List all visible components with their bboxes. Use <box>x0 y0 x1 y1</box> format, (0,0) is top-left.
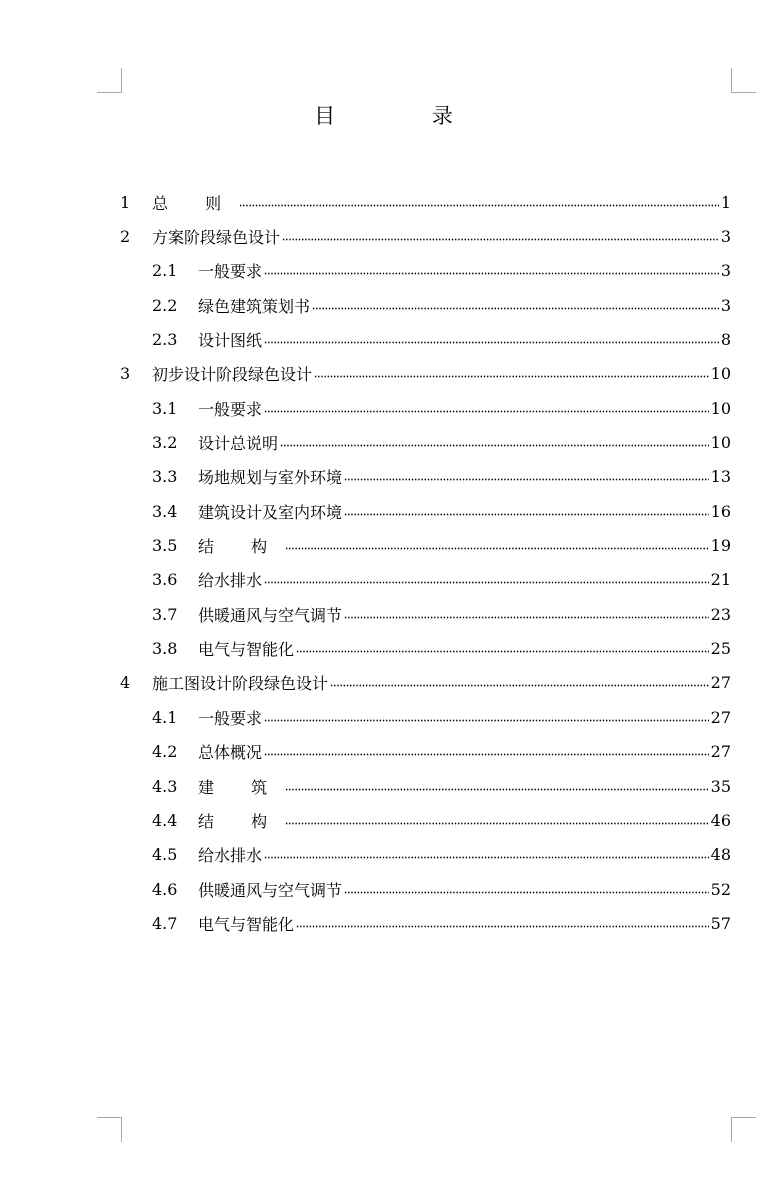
toc-entry-label: 方案阶段绿色设计 <box>152 228 281 248</box>
toc-entry-page: 16 <box>710 501 731 521</box>
toc-entry-page: 8 <box>720 330 731 350</box>
toc-entry-number: 4 <box>120 673 131 693</box>
crop-mark-top-left <box>97 68 122 93</box>
toc-entry-number: 3.1 <box>152 398 178 418</box>
toc-entry-label: 建筑设计及室内环境 <box>198 502 343 522</box>
toc-entry-label: 一般要求 <box>198 399 263 419</box>
toc-entry-label: 一般要求 <box>198 262 263 282</box>
toc-entry[interactable] <box>120 838 731 872</box>
toc-entry-number: 3.6 <box>152 570 178 590</box>
toc-entry[interactable] <box>120 185 731 219</box>
toc-entry[interactable] <box>120 872 731 906</box>
toc-entry-label: 给水排水 <box>198 571 263 591</box>
toc-leader-dots <box>314 371 709 383</box>
toc-entry[interactable] <box>120 254 731 288</box>
toc-entry[interactable] <box>120 769 731 803</box>
toc-entry-number: 4.6 <box>152 879 178 899</box>
toc-entry-page: 19 <box>710 536 731 556</box>
toc-entry-label: 建 筑 <box>198 777 284 797</box>
toc-entry-page: 27 <box>710 742 731 762</box>
toc-entry-label: 电气与智能化 <box>198 640 295 660</box>
toc-leader-dots <box>280 440 709 452</box>
toc-entry-label: 供暖通风与空气调节 <box>198 880 343 900</box>
toc-entry-label: 初步设计阶段绿色设计 <box>152 365 313 385</box>
toc-entry-page: 13 <box>710 467 731 487</box>
toc-entry-label: 施工图设计阶段绿色设计 <box>152 674 329 694</box>
toc-entry-number: 3.8 <box>152 639 178 659</box>
toc-title: 目 录 <box>314 104 498 128</box>
toc-entry[interactable] <box>120 906 731 940</box>
toc-leader-dots <box>264 577 709 589</box>
toc-entry-page: 48 <box>710 845 731 865</box>
toc-entry[interactable] <box>120 494 731 528</box>
toc-entry-number: 3.5 <box>152 536 178 556</box>
toc-leader-dots <box>285 543 709 555</box>
toc-leader-dots <box>330 680 709 692</box>
toc-leader-dots <box>296 646 709 658</box>
toc-leader-dots <box>285 817 709 829</box>
toc-entry-number: 3.3 <box>152 467 178 487</box>
toc-entry-number: 4.4 <box>152 810 178 830</box>
toc-entry-page: 52 <box>710 879 731 899</box>
toc-entry-page: 27 <box>710 707 731 727</box>
toc-entry-page: 35 <box>710 776 731 796</box>
toc-entry-page: 1 <box>720 192 731 212</box>
toc-entry[interactable] <box>120 631 731 665</box>
toc-entry-number: 4.1 <box>152 707 178 727</box>
toc-leader-dots <box>264 268 719 280</box>
toc-entry[interactable] <box>120 219 731 253</box>
toc-entry[interactable] <box>120 700 731 734</box>
toc-entry-page: 57 <box>710 913 731 933</box>
toc-entry-label: 设计图纸 <box>198 331 263 351</box>
toc-leader-dots <box>296 920 709 932</box>
toc-entry-page: 10 <box>710 398 731 418</box>
crop-mark-top-right <box>731 68 756 93</box>
toc-entry-number: 4.7 <box>152 913 178 933</box>
toc-leader-dots <box>344 611 709 623</box>
toc-entry-number: 3 <box>120 364 131 384</box>
toc-leader-dots <box>239 199 719 211</box>
toc-entry-label: 给水排水 <box>198 846 263 866</box>
toc-leader-dots <box>344 886 709 898</box>
toc-entry-label: 供暖通风与空气调节 <box>198 605 343 625</box>
toc-entry-label: 结 构 <box>198 537 284 557</box>
toc-entry-label: 电气与智能化 <box>198 914 295 934</box>
toc-entry-number: 2.2 <box>152 295 178 315</box>
toc-entry-number: 2.1 <box>152 261 178 281</box>
toc-entry-label: 一般要求 <box>198 708 263 728</box>
toc-leader-dots <box>282 234 719 246</box>
toc-entry-page: 3 <box>720 295 731 315</box>
toc-entry-label: 绿色建筑策划书 <box>198 296 311 316</box>
toc-entry-page: 27 <box>710 673 731 693</box>
toc-leader-dots <box>264 852 709 864</box>
toc-leader-dots <box>285 783 709 795</box>
crop-mark-bottom-right <box>731 1117 756 1142</box>
toc-entry[interactable] <box>120 597 731 631</box>
toc-entry[interactable] <box>120 322 731 356</box>
toc-leader-dots <box>264 714 709 726</box>
toc-entry[interactable] <box>120 803 731 837</box>
toc-entry-label: 场地规划与室外环境 <box>198 468 343 488</box>
toc-entry[interactable] <box>120 735 731 769</box>
toc-entry-number: 3.7 <box>152 604 178 624</box>
toc-entry-number: 4.3 <box>152 776 178 796</box>
toc-entry[interactable] <box>120 288 731 322</box>
toc-entry-label: 结 构 <box>198 811 284 831</box>
toc-entry-label: 总 则 <box>152 193 238 213</box>
toc-entry-page: 46 <box>710 810 731 830</box>
toc-entry-label: 设计总说明 <box>198 434 279 454</box>
toc-entry-page: 3 <box>720 261 731 281</box>
toc-entry-page: 10 <box>710 364 731 384</box>
toc-entry-number: 2 <box>120 227 131 247</box>
toc-entry-page: 21 <box>710 570 731 590</box>
toc-entry-number: 3.4 <box>152 501 178 521</box>
toc-entry-number: 1 <box>120 192 131 212</box>
toc-leader-dots <box>312 302 719 314</box>
crop-mark-bottom-left <box>97 1117 122 1142</box>
toc-entry[interactable] <box>120 528 731 562</box>
toc-entry-page: 3 <box>720 227 731 247</box>
toc-leader-dots <box>264 337 719 349</box>
toc-entry-page: 10 <box>710 433 731 453</box>
toc-entry[interactable] <box>120 563 731 597</box>
toc-entry-number: 3.2 <box>152 433 178 453</box>
toc-entry[interactable] <box>120 425 731 459</box>
toc-entry-page: 23 <box>710 604 731 624</box>
toc-entry[interactable] <box>120 391 731 425</box>
toc-entry-number: 2.3 <box>152 330 178 350</box>
toc-entry-number: 4.5 <box>152 845 178 865</box>
toc-entry[interactable] <box>120 357 731 391</box>
toc-entry[interactable] <box>120 460 731 494</box>
toc-leader-dots <box>264 405 709 417</box>
toc-entry-page: 25 <box>710 639 731 659</box>
toc-leader-dots <box>344 508 709 520</box>
toc-entry-number: 4.2 <box>152 742 178 762</box>
toc-leader-dots <box>344 474 709 486</box>
toc-entry-label: 总体概况 <box>198 743 263 763</box>
table-of-contents <box>120 185 731 941</box>
toc-entry[interactable] <box>120 666 731 700</box>
toc-leader-dots <box>264 749 709 761</box>
